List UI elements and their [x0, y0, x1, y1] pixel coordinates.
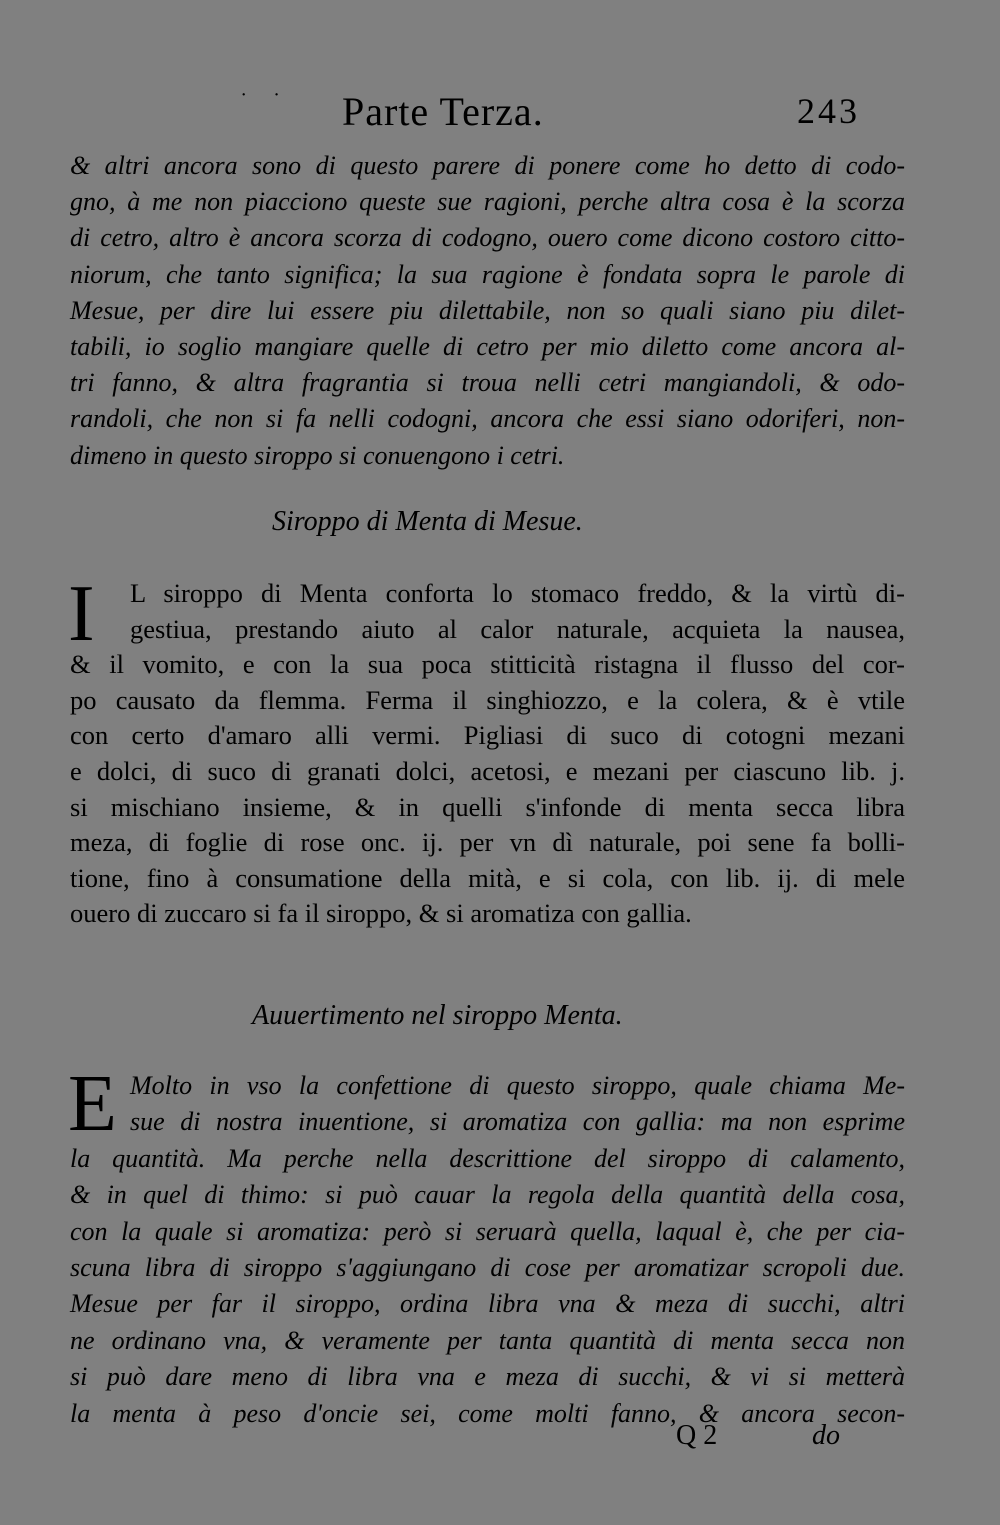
drop-cap-initial: I: [68, 570, 95, 658]
drop-cap-initial: E: [68, 1060, 117, 1148]
text-line: e dolci, di suco di granati dolci, acetosi, e mezani per ciascuno lib. j.: [70, 755, 905, 786]
text-line: Molto in vso la confettione di questo siroppo, quale chiama Me-: [130, 1071, 905, 1100]
catchword: do: [812, 1420, 840, 1451]
page-number: 243: [797, 91, 860, 131]
section-heading-siroppo-menta: Siroppo di Menta di Mesue.: [272, 506, 583, 537]
text-line: con la quale si aromatiza: però si seruarà quella, laqual è, che per cia-: [70, 1216, 905, 1246]
text-line: con certo d'amaro alli vermi. Pigliasi di suco di cotogni mezani: [70, 720, 905, 751]
text-line: sue di nostra inuentione, si aromatiza con gallia: ma non esprime: [130, 1107, 905, 1137]
text-line: gno, à me non piacciono queste sue ragioni, perche altra cosa è la scorza: [70, 187, 905, 217]
paragraph-recipe: [68, 570, 905, 932]
text-line: randoli, che non si fa nelli codogni, ancora che essi siano odoriferi, non-: [70, 404, 905, 434]
text-line: & in quel di thimo: si può cauar la regola della quantità della cosa,: [70, 1180, 905, 1210]
text-line: ouero di zuccaro si fa il siroppo, & si aromatiza con gallia.: [70, 898, 692, 929]
text-line: gestiua, prestando aiuto al calor naturale, acquieta la nausea,: [130, 613, 905, 644]
header-ornament-marks: ˙ ˙: [240, 88, 291, 113]
text-line: la menta à peso d'oncie sei, come molti fanno, & ancora secon-: [70, 1398, 905, 1428]
paragraph-commentary: [70, 1068, 905, 1432]
text-line: tione, fino à consumatione della mità, e si cola, con lib. ij. di mele: [70, 862, 905, 893]
text-line: la quantità. Ma perche nella descrittione del siroppo di calamento,: [70, 1143, 905, 1173]
text-line: po causato da flemma. Ferma il singhiozzo, e la colera, & è vtile: [70, 684, 905, 715]
text-line: tabili, io soglio mangiare quelle di cetro per mio diletto come ancora al-: [70, 331, 905, 361]
text-line: niorum, che tanto significa; la sua ragione è fondata sopra le parole di: [70, 259, 905, 289]
page-title: Parte Terza.: [342, 89, 544, 134]
text-line: tri fanno, & altra fragrantia si troua nelli cetri mangiandoli, & odo-: [70, 368, 905, 398]
text-line: & altri ancora sono di questo parere di ponere come ho detto di codo-: [70, 151, 905, 180]
section-heading-auuertimento: Auuertimento nel siroppo Menta.: [252, 1000, 623, 1031]
text-line: di cetro, altro è ancora scorza di codogno, ouero come dicono costoro citto-: [70, 223, 905, 253]
text-line: si può dare meno di libra vna e meza di succhi, & vi si metterà: [70, 1362, 905, 1392]
text-line: scuna libra di siroppo s'aggiungano di cose per aromatizar scropoli due.: [70, 1252, 905, 1282]
text-line: meza, di foglie di rose onc. ij. per vn dì naturale, poi sene fa bolli-: [70, 827, 905, 858]
page-footer: [0, 1420, 1000, 1460]
text-line: Mesue per far il siroppo, ordina libra vna & meza di succhi, altri: [70, 1289, 905, 1319]
text-line: Mesue, per dire lui essere piu dilettabile, non so quali siano piu dilet-: [70, 295, 905, 325]
text-line: si mischiano insieme, & in quelli s'infonde di menta secca libra: [70, 791, 905, 822]
running-head: [0, 88, 1000, 138]
text-line: ne ordinano vna, & veramente per tanta quantità di menta secca non: [70, 1325, 905, 1355]
text-line: L siroppo di Menta conforta lo stomaco freddo, & la virtù di-: [130, 578, 905, 608]
text-line: & il vomito, e con la sua poca stitticità ristagna il flusso del cor-: [70, 649, 905, 680]
signature-mark: Q 2: [676, 1420, 718, 1451]
text-line: dimeno in questo siroppo si conuengono i cetri.: [70, 440, 565, 470]
paragraph-continuation: [70, 148, 905, 474]
